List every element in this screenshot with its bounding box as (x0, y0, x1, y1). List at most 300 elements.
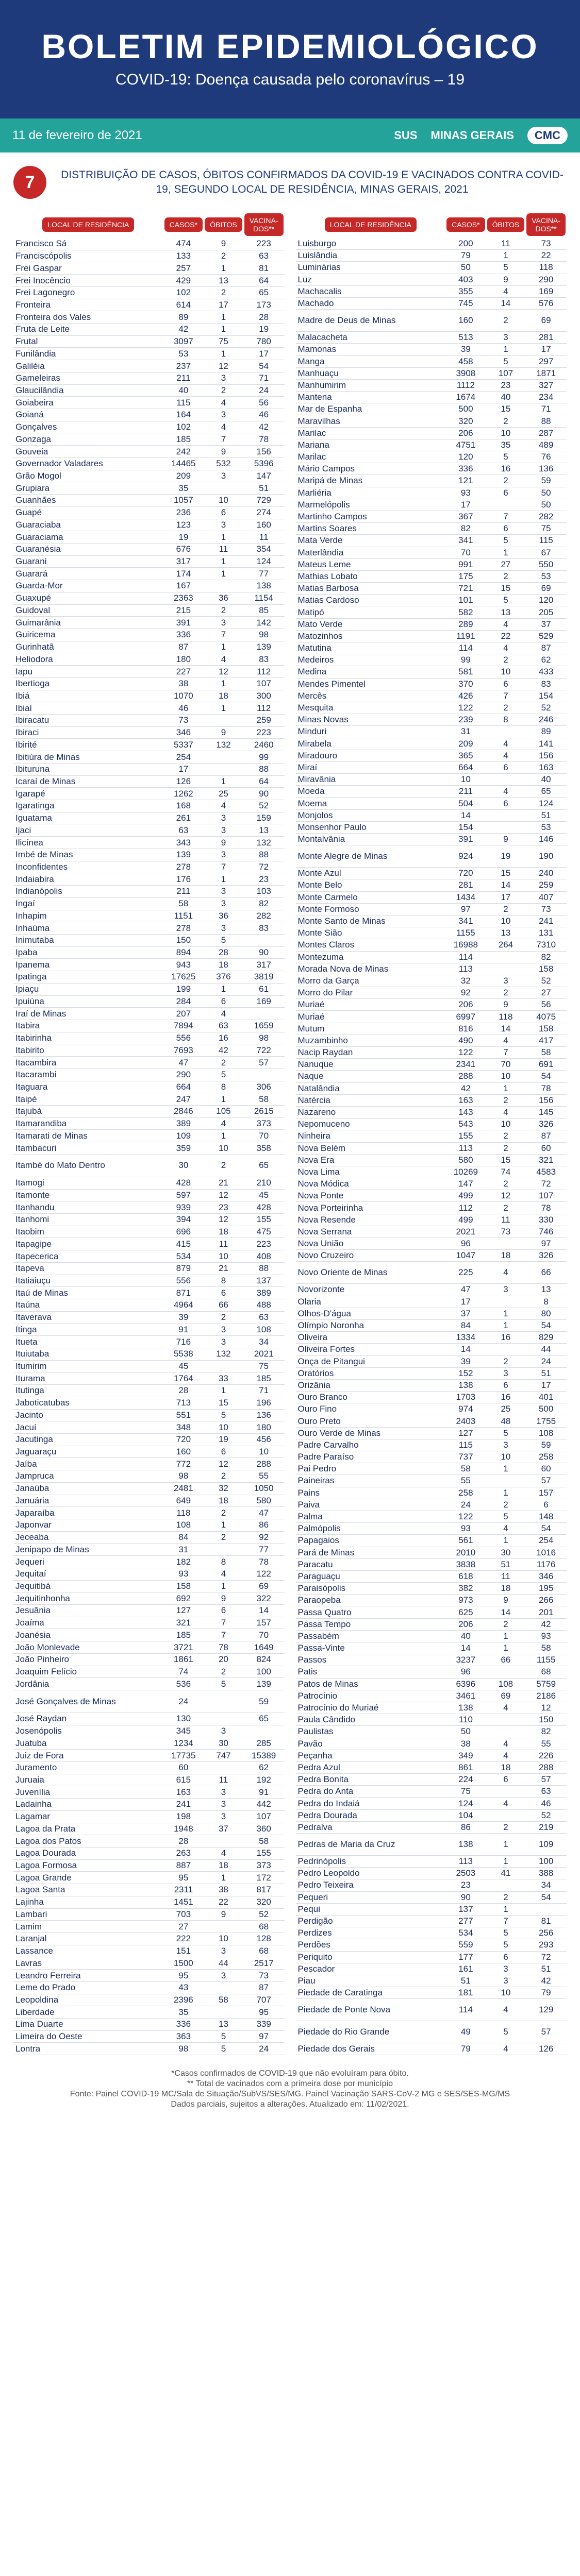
cases-cell: 42 (163, 324, 204, 336)
vaccinated-cell: 529 (525, 630, 567, 642)
table-row (296, 1059, 567, 1071)
cases-cell: 130 (163, 1713, 204, 1725)
deaths-cell: 12 (204, 666, 243, 678)
municipality-cell: Orizânia (296, 1379, 446, 1391)
municipality-cell: Itabirinha (13, 1032, 163, 1044)
deaths-cell: 3 (204, 1970, 243, 1982)
vaccinated-cell: 97 (525, 1238, 567, 1250)
municipality-cell: Glaucilândia (13, 384, 163, 397)
vaccinated-cell: 60 (525, 1142, 567, 1154)
cases-cell: 199 (163, 983, 204, 995)
municipality-cell: Olhos-D'água (296, 1308, 446, 1319)
table-row (13, 983, 285, 995)
vaccinated-cell: 6 (525, 1499, 567, 1511)
municipality-cell: Itapeva (13, 1262, 163, 1275)
table-row (13, 934, 285, 946)
table-row (296, 1654, 567, 1666)
cases-cell: 209 (445, 738, 486, 750)
municipality-cell: Lagoa Formosa (13, 1859, 163, 1872)
municipality-cell: Juiz de Fora (13, 1750, 163, 1762)
table-row (296, 1618, 567, 1630)
deaths-cell: 4 (486, 1523, 526, 1535)
deaths-cell: 3 (204, 849, 243, 861)
cases-cell: 500 (445, 403, 486, 415)
deaths-cell: 4 (486, 2043, 526, 2055)
municipality-cell: Pedras de Maria da Cruz (296, 1834, 446, 1856)
municipality-cell: Pai Pedro (296, 1463, 446, 1475)
vaccinated-cell: 107 (243, 677, 285, 690)
cases-cell: 513 (445, 332, 486, 344)
cases-cell: 175 (445, 570, 486, 582)
municipality-cell: Perdões (296, 1939, 446, 1951)
deaths-cell: 3 (204, 897, 243, 910)
municipality-cell: Monjolos (296, 809, 446, 821)
vaccinated-cell: 326 (525, 1250, 567, 1262)
vaccinated-cell: 58 (243, 1835, 285, 1848)
municipality-cell: Manga (296, 355, 446, 367)
cases-cell: 227 (163, 666, 204, 678)
table-row (13, 299, 285, 311)
vaccinated-cell: 293 (525, 1939, 567, 1951)
table-row (13, 1945, 285, 1957)
municipality-cell: Joaíma (13, 1617, 163, 1629)
deaths-cell: 3 (204, 824, 243, 837)
cases-cell: 973 (445, 1595, 486, 1606)
cases-cell: 39 (445, 1355, 486, 1367)
vaccinated-cell: 76 (525, 451, 567, 463)
tables-container (0, 205, 580, 2061)
table-row (13, 1409, 285, 1421)
table-row (13, 1737, 285, 1750)
deaths-cell: 2 (204, 384, 243, 397)
cases-cell: 43 (163, 1981, 204, 1994)
vaccinated-cell: 136 (525, 463, 567, 475)
vaccinated-cell: 274 (243, 506, 285, 519)
municipality-cell: João Monlevade (13, 1641, 163, 1654)
municipality-cell: Pedra Bonita (296, 1774, 446, 1786)
deaths-cell: 10 (486, 1987, 526, 1999)
vaccinated-cell: 120 (525, 595, 567, 606)
deaths-cell: 1 (486, 1487, 526, 1499)
table-row (296, 285, 567, 297)
deaths-cell: 3 (486, 1284, 526, 1296)
deaths-cell: 1 (204, 983, 243, 995)
cases-cell: 716 (163, 1336, 204, 1348)
vaccinated-cell: 442 (243, 1799, 285, 1811)
vaccinated-cell: 17 (525, 344, 567, 355)
vaccinated-cell: 89 (525, 726, 567, 738)
table-row (296, 1379, 567, 1391)
municipality-cell: Monte Belo (296, 879, 446, 891)
cases-cell: 91 (163, 1324, 204, 1336)
municipality-cell: Frei Lagonegro (13, 286, 163, 299)
deaths-cell: 15 (486, 403, 526, 415)
municipality-cell: Patos de Minas (296, 1678, 446, 1690)
vaccinated-cell: 54 (243, 360, 285, 372)
deaths-cell: 2 (486, 475, 526, 487)
deaths-cell: 63 (204, 1020, 243, 1032)
deaths-cell (204, 763, 243, 775)
table-row (296, 344, 567, 355)
vaccinated-cell: 223 (243, 1238, 285, 1250)
deaths-cell (204, 1921, 243, 1933)
vaccinated-cell: 185 (243, 1372, 285, 1385)
municipality-cell: Mesquita (296, 702, 446, 714)
deaths-cell: 20 (204, 1653, 243, 1666)
deaths-cell: 10 (486, 427, 526, 439)
cases-cell: 1764 (163, 1372, 204, 1385)
cases-cell: 1861 (163, 1653, 204, 1666)
deaths-cell: 10 (204, 1933, 243, 1945)
cases-cell: 403 (445, 274, 486, 285)
table-row (296, 511, 567, 522)
deaths-cell: 1 (204, 641, 243, 653)
vaccinated-cell: 65 (243, 286, 285, 299)
deaths-cell (204, 1360, 243, 1372)
municipality-cell: Monte Santo de Minas (296, 915, 446, 927)
municipality-cell: Ouro Branco (296, 1392, 446, 1403)
section-title: DISTRIBUIÇÃO DE CASOS, ÓBITOS CONFIRMADOS DA COVID-19 E VACINADOS CONTRA COVID-19, SEGUNDO LOCAL DE RESIDÊNCIA, MINAS GERAIS, 2021 (61, 169, 564, 195)
table-row (296, 262, 567, 274)
deaths-cell: 18 (486, 1761, 526, 1773)
municipality-cell: Materlândia (296, 547, 446, 558)
table-row (13, 1994, 285, 2006)
vaccinated-cell: 58 (525, 1642, 567, 1654)
deaths-cell: 22 (204, 1896, 243, 1908)
sus-logo: SUS (394, 129, 418, 142)
cases-cell: 3237 (445, 1654, 486, 1666)
deaths-cell: 1 (204, 702, 243, 715)
vaccinated-cell: 7310 (525, 939, 567, 951)
municipality-cell: Morro do Pilar (296, 987, 446, 999)
vaccinated-cell: 52 (243, 800, 285, 812)
cases-cell: 499 (445, 1214, 486, 1226)
vaccinated-cell: 46 (243, 409, 285, 421)
vaccinated-cell: 156 (525, 750, 567, 761)
deaths-cell: 9 (486, 274, 526, 285)
cases-cell: 120 (445, 451, 486, 463)
cases-cell: 720 (163, 1433, 204, 1446)
vaccinated-cell: 100 (525, 1856, 567, 1868)
municipality-cell: Pedro Teixeira (296, 1879, 446, 1891)
deaths-cell: 2 (204, 286, 243, 299)
municipality-cell: José Gonçalves de Minas (13, 1690, 163, 1713)
table-row (296, 999, 567, 1011)
cases-cell: 138 (445, 1379, 486, 1391)
vaccinated-cell: 42 (525, 1618, 567, 1630)
table-row (296, 761, 567, 773)
deaths-cell: 4 (486, 1702, 526, 1714)
table-row (13, 1653, 285, 1666)
municipality-cell: Marliéria (296, 487, 446, 499)
deaths-cell: 5 (486, 1427, 526, 1439)
deaths-cell: 5 (204, 1678, 243, 1690)
deaths-cell: 1 (486, 1319, 526, 1331)
municipality-cell: Jequitaí (13, 1568, 163, 1580)
cases-cell: 3838 (445, 1558, 486, 1570)
table-row (296, 714, 567, 726)
cases-cell: 101 (445, 595, 486, 606)
deaths-cell (204, 1835, 243, 1848)
vaccinated-cell: 1155 (525, 1654, 567, 1666)
table-row (13, 1154, 285, 1177)
deaths-cell: 2 (204, 1666, 243, 1678)
deaths-cell: 4 (204, 421, 243, 433)
vaccinated-cell: 1050 (243, 1482, 285, 1495)
deaths-cell: 4 (486, 1798, 526, 1809)
vaccinated-cell: 234 (525, 392, 567, 403)
cases-cell: 534 (163, 1250, 204, 1263)
municipality-cell: Marilac (296, 451, 446, 463)
cases-cell: 185 (163, 1629, 204, 1641)
vaccinated-cell: 5759 (525, 1678, 567, 1690)
deaths-cell: 1 (204, 555, 243, 568)
table-row (13, 641, 285, 653)
cases-cell: 95 (163, 1970, 204, 1982)
vaccinated-cell: 240 (525, 868, 567, 879)
municipality-cell: Mercês (296, 690, 446, 702)
vaccinated-cell: 62 (243, 1761, 285, 1774)
deaths-cell: 1 (486, 1630, 526, 1642)
bulletin-title: BOLETIM EPIDEMIOLÓGICO (41, 27, 539, 65)
cases-cell: 816 (445, 1023, 486, 1035)
table-row (13, 690, 285, 702)
cases-cell: 55 (445, 1475, 486, 1487)
deaths-cell: 10 (486, 915, 526, 927)
cases-cell: 2503 (445, 1868, 486, 1879)
municipality-cell: Jampruca (13, 1470, 163, 1483)
deaths-cell: 42 (204, 1044, 243, 1057)
table-row (13, 1556, 285, 1568)
table-row (13, 995, 285, 1008)
vaccinated-cell: 71 (243, 372, 285, 384)
deaths-cell: 9 (204, 446, 243, 458)
cases-cell: 363 (163, 2030, 204, 2043)
table-row (296, 834, 567, 845)
cases-cell: 2396 (163, 1994, 204, 2006)
cases-cell: 104 (445, 1809, 486, 1821)
deaths-cell (204, 2006, 243, 2019)
deaths-cell: 2 (204, 1057, 243, 1069)
municipality-cell: Pedra do Indaiá (296, 1798, 446, 1809)
municipality-cell: Mutum (296, 1023, 446, 1035)
table-row (296, 690, 567, 702)
table-row (296, 1595, 567, 1606)
table-row (13, 1799, 285, 1811)
cases-cell: 138 (445, 1702, 486, 1714)
vaccinated-cell: 290 (525, 274, 567, 285)
cases-cell: 127 (163, 1605, 204, 1617)
deaths-cell: 2 (204, 1470, 243, 1483)
vaccinated-cell: 45 (243, 1189, 285, 1201)
municipality-cell: Itamonte (13, 1189, 163, 1201)
municipality-cell: Minas Novas (296, 714, 446, 726)
footnotes (0, 2069, 580, 2110)
cases-cell: 225 (445, 1262, 486, 1284)
cases-cell: 122 (445, 1511, 486, 1522)
deaths-cell: 3 (204, 1810, 243, 1823)
deaths-cell (204, 715, 243, 727)
deaths-cell: 2 (486, 415, 526, 427)
municipality-cell: Nova União (296, 1238, 446, 1250)
cases-cell: 2481 (163, 1482, 204, 1495)
table-row (296, 403, 567, 415)
deaths-cell: 2 (486, 310, 526, 332)
table-row (13, 1482, 285, 1495)
cases-cell: 336 (163, 629, 204, 641)
table-row (296, 786, 567, 798)
table-row (296, 1023, 567, 1035)
municipality-cell: Luz (296, 274, 446, 285)
deaths-cell: 13 (486, 927, 526, 939)
table-row (13, 1713, 285, 1725)
vaccinated-cell: 196 (243, 1397, 285, 1409)
deaths-cell: 11 (486, 1214, 526, 1226)
cases-cell: 38 (163, 677, 204, 690)
cases-cell: 745 (445, 297, 486, 309)
table-row (296, 1714, 567, 1726)
deaths-cell: 532 (204, 457, 243, 470)
vaccinated-cell: 258 (525, 1451, 567, 1463)
deaths-cell: 6 (486, 1951, 526, 1963)
deaths-cell: 2 (486, 1178, 526, 1190)
vaccinated-cell: 57 (525, 2021, 567, 2043)
deaths-cell: 3 (204, 372, 243, 384)
table-row (296, 666, 567, 678)
deaths-cell: 2 (486, 1355, 526, 1367)
vaccinated-cell: 65 (243, 1713, 285, 1725)
municipality-cell: Moema (296, 798, 446, 809)
deaths-cell: 1 (486, 1082, 526, 1094)
vaccinated-cell: 75 (525, 523, 567, 535)
vaccinated-cell: 576 (525, 297, 567, 309)
table-row (13, 1568, 285, 1580)
cases-cell: 317 (163, 555, 204, 568)
municipality-cell: Guanhães (13, 495, 163, 507)
table-row (13, 1287, 285, 1299)
footnote: Fonte: Painel COVID-19 MC/Sala de Situação/SubVS/SES/MG. Painel Vacinação SARS-CoV-2 MG e SES/SES-MG/MS (70, 2090, 510, 2099)
vaccinated-cell: 22 (525, 250, 567, 262)
vaccinated-cell: 550 (525, 558, 567, 570)
deaths-cell: 9 (204, 726, 243, 739)
deaths-cell: 10 (486, 666, 526, 678)
vaccinated-cell: 5396 (243, 457, 285, 470)
table-row (296, 1202, 567, 1214)
table-row (296, 809, 567, 821)
vaccinated-cell: 1659 (243, 1020, 285, 1032)
deaths-cell: 16 (486, 1332, 526, 1344)
table-row (296, 1332, 567, 1344)
cases-cell: 278 (163, 861, 204, 873)
table-row (296, 1891, 567, 1903)
table-row (296, 1226, 567, 1238)
vaccinated-cell: 108 (243, 1324, 285, 1336)
municipality-cell: Iguatama (13, 812, 163, 824)
table-row (13, 262, 285, 275)
vaccinated-cell: 780 (243, 335, 285, 348)
table-row (296, 1690, 567, 1702)
cases-cell: 1262 (163, 788, 204, 800)
deaths-cell (204, 1544, 243, 1556)
cases-cell: 737 (445, 1451, 486, 1463)
municipality-cell: Itaú de Minas (13, 1287, 163, 1299)
vaccinated-cell: 180 (243, 1421, 285, 1434)
vaccinated-cell: 223 (243, 726, 285, 739)
vaccinated-cell: 408 (243, 1250, 285, 1263)
deaths-cell: 2 (486, 1202, 526, 1214)
deaths-cell: 7 (204, 433, 243, 446)
cases-cell: 40 (163, 384, 204, 397)
cases-cell: 50 (445, 1726, 486, 1738)
municipality-cell: Mendes Pimentel (296, 678, 446, 690)
cases-cell: 23 (445, 1879, 486, 1891)
cases-cell: 182 (163, 1556, 204, 1568)
municipality-cell: Paraisópolis (296, 1583, 446, 1595)
cases-cell: 254 (163, 751, 204, 764)
table-row (296, 487, 567, 499)
vaccinated-cell: 489 (525, 439, 567, 451)
municipality-cell: Nova Lima (296, 1166, 446, 1178)
table-row (13, 1690, 285, 1713)
deaths-cell: 5 (486, 595, 526, 606)
table-row (296, 987, 567, 999)
deaths-cell: 6 (486, 523, 526, 535)
vaccinated-cell: 346 (525, 1570, 567, 1582)
table-row (296, 1927, 567, 1939)
deaths-cell: 12 (486, 1190, 526, 1202)
cases-cell: 75 (445, 1786, 486, 1798)
cases-cell: 943 (163, 959, 204, 971)
vaccinated-cell: 159 (243, 812, 285, 824)
table-row (296, 1750, 567, 1761)
municipality-cell: Ladainha (13, 1799, 163, 1811)
deaths-cell: 107 (486, 367, 526, 379)
cases-cell: 894 (163, 946, 204, 959)
cases-cell: 582 (445, 606, 486, 618)
table-row (13, 1250, 285, 1263)
municipality-cell: Oratórios (296, 1367, 446, 1379)
vaccinated-cell: 300 (243, 690, 285, 702)
deaths-cell: 1 (204, 677, 243, 690)
cases-cell: 239 (445, 714, 486, 726)
table-row (13, 1069, 285, 1081)
municipality-cell: Itapagipe (13, 1238, 163, 1250)
vaccinated-cell: 192 (243, 1774, 285, 1786)
cases-cell: 39 (445, 344, 486, 355)
vaccinated-cell: 92 (243, 1531, 285, 1544)
deaths-cell: 2 (486, 987, 526, 999)
table-row (13, 1262, 285, 1275)
deaths-cell: 51 (486, 1558, 526, 1570)
vaccinated-cell: 1176 (525, 1558, 567, 1570)
municipality-cell: Patrocínio (296, 1690, 446, 1702)
table-row (13, 1397, 285, 1409)
deaths-cell (486, 1238, 526, 1250)
deaths-cell: 36 (204, 592, 243, 604)
deaths-cell: 5 (486, 262, 526, 274)
municipality-cell: Mário Campos (296, 463, 446, 475)
municipality-cell: Grão Mogol (13, 470, 163, 482)
table-row (13, 788, 285, 800)
cases-cell: 692 (163, 1592, 204, 1605)
table-row (13, 1519, 285, 1532)
cases-cell: 126 (163, 775, 204, 788)
cases-cell: 93 (445, 487, 486, 499)
municipality-cell: Governador Valadares (13, 457, 163, 470)
cases-cell: 263 (163, 1847, 204, 1859)
municipality-cell: Medina (296, 666, 446, 678)
deaths-cell: 7 (204, 861, 243, 873)
